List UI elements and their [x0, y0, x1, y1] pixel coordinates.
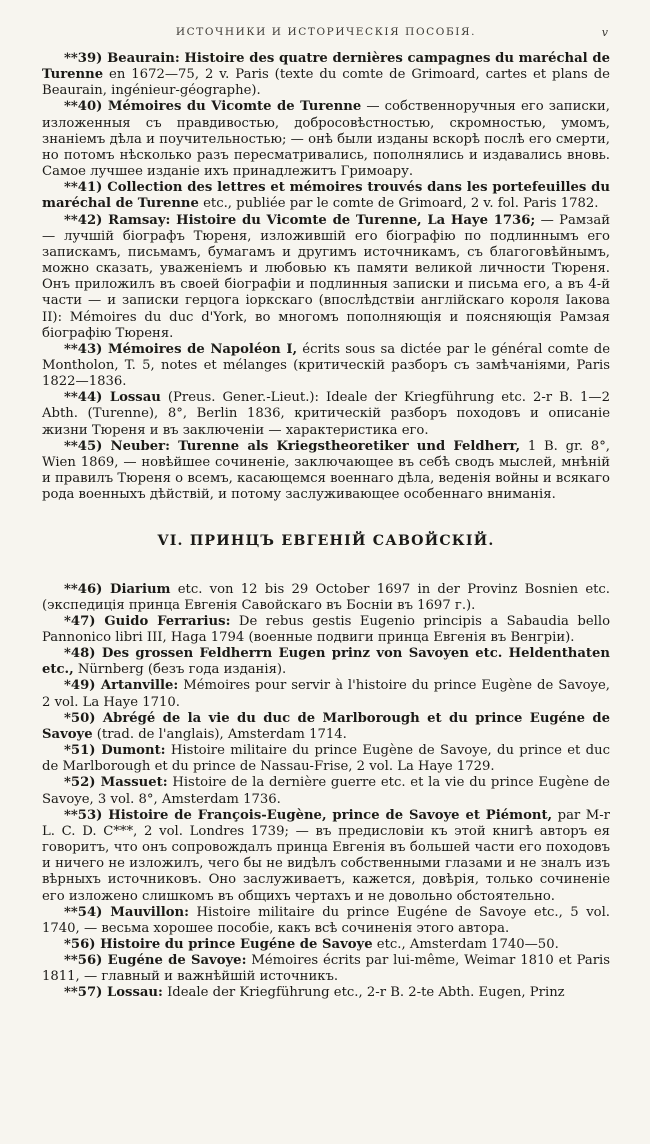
entry-lead: **43) Mémoires de Napoléon I, — [64, 341, 298, 357]
entry-text: Mémoires pour servir à l'histoire du prince Eugène de Savoye, 2 vol. La Haye 1710. — [42, 678, 610, 710]
entry-text: en 1672—75, 2 v. Paris (texte du comte de Grimoard, cartes et plans de Beaurain, ingénieur-géographe). — [42, 67, 610, 99]
bibliography-entry — [42, 99, 610, 180]
entry-lead: **54) Mauvillon: — [64, 904, 189, 920]
entries-eugene — [42, 582, 610, 1002]
entry-text: Nürnberg (безъ года изданія). — [73, 662, 287, 678]
section-heading: VI. ПРИНЦЪ ЕВГЕНІЙ САВОЙСКІЙ. — [157, 533, 495, 550]
bibliography-entry — [42, 439, 610, 504]
entry-text: (Preus. Gener.-Lieut.): Ideale der Kriegführung etc. 2-r B. 1—2 Abth. (Turenne), 8°, Berlin 1836, критическій разборъ походовъ и описаніе жизни Тюреня и въ заключеніи — характеристика его. — [42, 390, 611, 438]
bibliography-entry — [42, 985, 610, 1001]
bibliography-entry — [42, 180, 610, 212]
entry-text: Histoire militaire du prince Eugéne de Savoye etc., 5 vol. 1740, — весьма хорошее пособіе, какъ всѣ сочиненія этого автора. — [42, 904, 610, 936]
running-head — [42, 26, 610, 38]
bibliography-entry — [42, 342, 610, 390]
entry-lead: *48) Des grossen Feldherrn Eugen prinz von Savoyen etc. Heldenthaten etc., — [42, 646, 610, 678]
bibliography-entry — [42, 905, 610, 937]
bibliography-entry — [42, 775, 610, 807]
entry-lead: *52) Massuet: — [64, 775, 168, 791]
entry-text: 1 B. gr. 8°, Wien 1869, — новѣйшее сочиненіе, заключающее въ себѣ сводъ мыслей, мнѣній и правилъ Тюреня о всемъ, касающемся военнаго дѣла, веденія войны и всякаго рода военныхъ дѣйствій, и потому заслуживающее особеннаго вниманія. — [42, 438, 610, 503]
entry-text: De rebus gestis Eugenio principis a Sabaudia bello Pannonico libri III, Haga 1794 (военные подвиги принца Евгенія въ Венгріи). — [42, 613, 611, 645]
entry-lead: **41) Collection des lettres et mémoires trouvés dans les portefeuilles du maréchal de Turenne — [42, 180, 610, 212]
bibliography-entry — [42, 711, 610, 743]
entry-text: etc., publiée par le comte de Grimoard, 2 v. fol. Paris 1782. — [198, 196, 599, 212]
entry-text: etc. von 12 bis 29 October 1697 in der Provinz Bosnien etc. (экспедиція принца Евгенія Савойскаго въ Босніи въ 1697 г.). — [42, 581, 610, 613]
entry-text: Histoire militaire du prince Eugène de Savoye, du prince et duc de Marlborough et du prince de Nassau-Frise, 2 vol. La Haye 1729. — [42, 743, 610, 775]
entry-lead: **46) Diarium — [64, 581, 171, 597]
bibliography-entry — [42, 953, 610, 985]
entry-lead: *47) Guido Ferrarius: — [64, 613, 231, 629]
entry-lead: **56) Eugéne de Savoye: — [64, 953, 247, 969]
entry-lead: **42) Ramsay: Histoire du Vicomte de Turenne, La Haye 1736; — [64, 212, 536, 228]
running-title: ИСТОЧНИКИ И ИСТОРИЧЕСКІЯ ПОСОБІЯ. — [175, 26, 477, 38]
entry-lead: **40) Mémoires du Vicomte de Turenne — [64, 99, 362, 115]
entry-lead: **45) Neuber: Turenne als Kriegstheoretiker und Feldherr, — [64, 438, 521, 454]
bibliography-entry — [42, 937, 610, 953]
entry-text: Histoire de la dernière guerre etc. et la vie du prince Eugène de Savoye, 3 vol. 8°, Amsterdam 1736. — [42, 775, 610, 807]
bibliography-entry — [42, 390, 610, 438]
entry-lead: **57) Lossau: — [64, 985, 163, 1001]
bibliography-entry — [42, 213, 610, 342]
bibliography-entry — [42, 808, 610, 905]
page-number: v — [601, 26, 608, 39]
entry-text: Mémoires écrits par lui-même, Weimar 1810 et Paris 1811, — главный и важнѣйшій источникъ. — [42, 953, 611, 985]
entry-lead: *49) Artanville: — [64, 678, 179, 694]
bibliography-entry — [42, 614, 610, 646]
entry-lead: *56) Histoire du prince Eugéne de Savoye — [64, 936, 373, 952]
entry-text: — собственноручныя его записки, изложенныя съ правдивостью, добросовѣстностью, скромностью, умомъ, знаніемъ дѣла и поучительностью; — онѣ были изданы вскорѣ послѣ его смерти, но потомъ нѣсколько разъ пересматривались, пополнялись и издавались вновь. Самое лучшее изданіе ихъ принадлежитъ Гримоару. — [42, 99, 611, 180]
entry-lead: *51) Dumont: — [64, 743, 166, 759]
bibliography-entry — [42, 51, 610, 99]
entry-text: écrits sous sa dictée par le général comte de Montholon, T. 5, notes et mélanges (критическій разборъ съ замѣчаніями, Paris 1822—1836. — [42, 341, 611, 390]
entry-text: — Рамзай — лучшій біографъ Тюреня, изложившій его біографію по подлиннымъ его запискамъ, письмамъ, бумагамъ и другимъ источникамъ, съ благоговѣйнымъ, можно сказать, уваженіемъ и любовью къ памяти великой личности Тюреня. Онъ приложилъ въ своей біографіи и подлинныя записки и письма его, а въ 4-й части — и записки герцога іоркскаго (впослѣдствіи англійскаго короля Іакова II): Mémoires du duc d'York, во многомъ пополняющія и поясняющія Рамзая біографію Тюреня. — [42, 212, 610, 341]
entry-text: par M-r L. C. D. C***, 2 vol. Londres 1739; — въ предисловіи къ этой книгѣ авторъ ея говоритъ, что онъ сопровождалъ принца Евгенія въ большей части его походовъ и ничего не изложилъ, чего бы не видѣлъ собственными глазами и не зналъ изъ вѣрныхъ источниковъ. Оно заслуживаетъ, кажется, довѣрія, только сочиненіе его изложено слишкомъ въ общихъ чертахъ и не довольно обстоятельно. — [42, 807, 610, 904]
bibliography-entry — [42, 646, 610, 678]
entry-text: (trad. de l'anglais), Amsterdam 1714. — [92, 726, 347, 742]
entry-lead: **44) Lossau — [64, 390, 161, 406]
bibliography-entry — [42, 678, 610, 710]
entry-lead: **53) Histoire de François-Eugène, prince de Savoye et Piémont, — [64, 807, 553, 823]
bibliography-entry — [42, 582, 610, 614]
entry-text: etc., Amsterdam 1740—50. — [372, 936, 559, 952]
entries-turenne — [42, 51, 610, 503]
entry-lead: *50) Abrégé de la vie du duc de Marlborough et du prince Eugéne de Savoye — [42, 710, 610, 742]
bibliography-entry — [42, 743, 610, 775]
entry-lead: **39) Beaurain: Histoire des quatre dernières campagnes du maréchal de Turenne — [42, 51, 610, 83]
entry-text: Ideale der Kriegführung etc., 2-r B. 2-te Abth. Eugen, Prinz — [162, 985, 565, 1001]
